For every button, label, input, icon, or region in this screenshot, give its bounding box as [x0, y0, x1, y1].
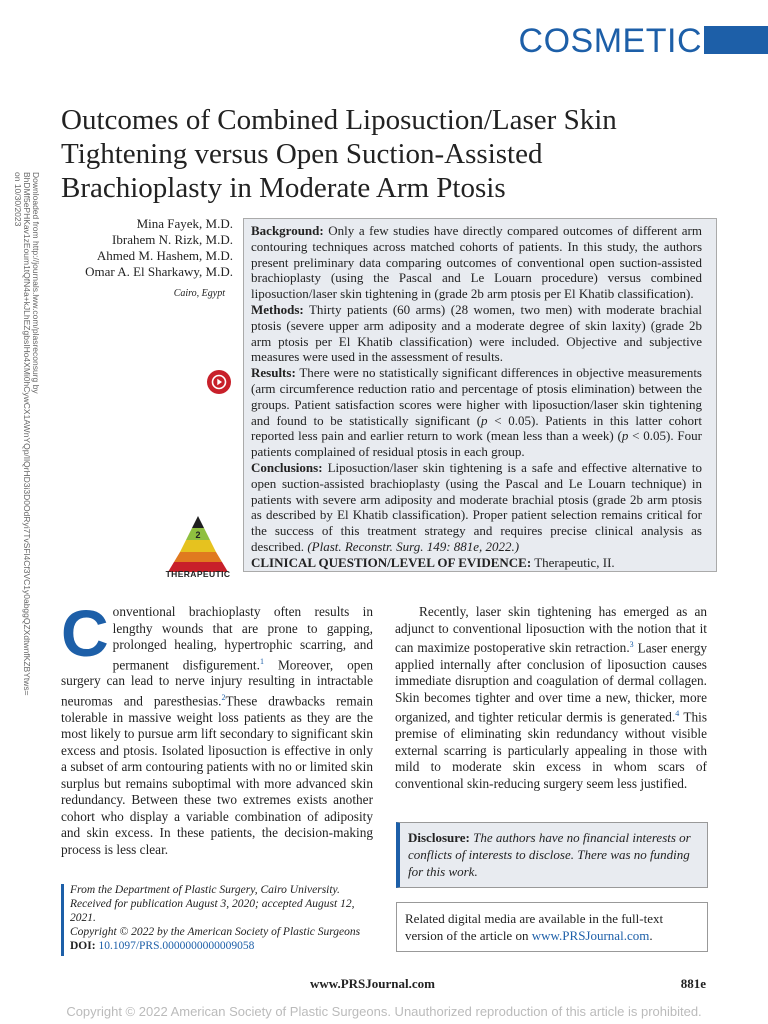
copyright-line: Copyright © 2022 by the American Society of Plastic Surgeons [70, 925, 361, 938]
doi-link[interactable]: 10.1097/PRS.0000000000009058 [98, 939, 255, 952]
background-label: Background: [251, 223, 324, 238]
results-label: Results: [251, 365, 296, 381]
doi-label: DOI: [70, 939, 96, 952]
clinical-question-label: CLINICAL QUESTION/LEVEL OF EVIDENCE: [251, 554, 532, 570]
background-text: Only a few studies have directly compared outcomes of different arm contouring techniques across matched cohorts of patients. In this study, the authors present preliminary data comparing outcomes of conventional open suction-assisted brachioplasty (using the Pascal and Le Louarn procedure) versus combined liposuction/laser skin tightening in (grade 2b arm ptosis per El Khatib classification). [251, 223, 702, 302]
conclusions-text: Liposuction/laser skin tightening is a safe and effective alternative to open suction-assisted brachioplasty (using the Pascal and Le Louarn technique) in patients with severe arm adiposity and moderate brachial ptosis (grade 2b arm ptosis as described by El Khatib classification). Proper patient selection remains critical for the success of this treatment strategy and requires precise clinical analysis as described. [251, 459, 703, 554]
author: Mina Fayek, M.D. [136, 216, 233, 231]
download-notice [13, 172, 42, 696]
drop-cap: C [61, 596, 109, 670]
article-title: Outcomes of Combined Liposuction/Laser Skin Tightening versus Open Suction-Assisted Brachioplasty in Moderate Arm Ptosis [61, 104, 617, 204]
related-media-end: . [649, 928, 653, 943]
related-media-box [396, 902, 708, 952]
body-text: Recently, laser skin tightening has emerged as an adjunct to conventional liposuction with the notion that it can maximize postoperative skin retraction. [395, 604, 707, 656]
disclosure-box [396, 822, 708, 888]
journal-link[interactable]: www.PRSJournal.com [531, 928, 650, 943]
body-text: Moreover, open surgery can lead to nerve injury resulting in intractable neuromas and paresthesias. [61, 656, 373, 709]
section-label: COSMETIC [518, 22, 702, 60]
evidence-level: 2 [195, 530, 201, 540]
download-notice-text: Downloaded from http://journals.lww.com/plasreconsurg by BhDMf5ePHKav1zEoum1tQfN4a+kJLhEZgbsIHo4XMi0hCywCX1AWnYQp/IlQrHD3i3D0OdRyi7TvSFl4Cf3VC1y0abggQZXdtwnfKZBYtws= on 10/30/2023 [13, 172, 41, 696]
p-symbol: p [621, 428, 629, 444]
author: Ibrahem N. Rizk, M.D. [112, 232, 233, 247]
p-symbol: p [481, 412, 488, 428]
methods-label: Methods: [251, 301, 304, 317]
article-footnote [70, 884, 375, 954]
results-text: < 0.05). Four patients complained of residual ptosis in each group. [251, 428, 702, 460]
citation: (Plast. Reconstr. Surg. 149: 881e, 2022.) [307, 538, 520, 554]
footnote-bar [61, 884, 64, 956]
author: Ahmed M. Hashem, M.D. [96, 248, 233, 263]
abstract-text [251, 223, 702, 571]
disclosure-label: Disclosure: [408, 830, 470, 845]
body-text: These drawbacks remain tolerable in massive weight loss patients as they are the most likely to pursue arm lift secondary to significant skin excess and ptosis. Isolated liposuction is effective in only a subset of arm contouring patients with no or limited skin surplus but remains suboptimal with more advanced skin redundancy. Between these two extremes exists another cohort who display a variable combination of adiposity and skin excess. In these patients, the decision-making process is less clear. [61, 693, 373, 857]
conclusions-label: Conclusions: [251, 459, 323, 475]
affiliation: Cairo, Egypt [173, 288, 225, 299]
reference-link[interactable]: 2 [221, 692, 226, 702]
reference-link[interactable]: 1 [259, 656, 264, 666]
department: From the Department of Plastic Surgery, Cairo University. [70, 884, 340, 896]
page-number: 881e [680, 976, 706, 991]
author: Omar A. El Sharkawy, M.D. [85, 264, 233, 279]
evidence-type-label: THERAPEUTIC [165, 569, 231, 579]
disclosure-text: The authors have no financial interests or conflicts of interests to disclose. There was no funding for this work. [408, 830, 691, 879]
author-list [60, 216, 233, 280]
clinical-question-value: Therapeutic, II. [534, 554, 615, 570]
copyright-watermark: Copyright © 2022 American Society of Plastic Surgeons. Unauthorized reproduction of this article is prohibited. [66, 1004, 702, 1019]
section-bar [704, 26, 768, 54]
reference-link[interactable]: 4 [675, 709, 680, 719]
body-column-left [61, 596, 373, 858]
related-media-text: Related digital media are available in the full-text version of the article on [405, 911, 664, 943]
body-column-right [395, 604, 707, 792]
body-text: This premise of eliminating skin redundancy without visible external scarring is particularly appealing in those with mild to moderate skin excess in whom scars of conventional skin-reducing surgery seem less justified. [395, 709, 707, 791]
play-media-icon[interactable] [207, 370, 231, 394]
results-text: There were no statistically significant differences in objective measurements (arm circumference reduction ratio and percentage of ptosis elimination) between the groups. Patient satisfaction scores were higher with liposuction/laser skin tightening and found to be statistically significant ( [251, 365, 702, 428]
footer-journal-url[interactable]: www.PRSJournal.com [310, 976, 435, 991]
body-text: Laser energy applied internally after conclusion of liposuction causes immediate disruption and coagulation of dermal collagen. Skin becomes tighter and over time a new, thicker, more organized, and tighter reticular dermis is generated. [395, 640, 707, 725]
results-text: < 0.05). Patients in this latter cohort reported less pain and earlier return to work (mean less than a week) ( [251, 412, 702, 444]
methods-text: Thirty patients (60 arms) (28 women, two men) with moderate brachial ptosis (severe upper arm adiposity and a moderate degree of skin laxity) (grade 2b arm ptosis per El Khatib classification) were included. Objective and subjective measures were used in the assessment of results. [251, 301, 702, 365]
received-dates: Received for publication August 3, 2020; accepted August 12, 2021. [70, 897, 355, 924]
body-text: onventional brachioplasty often results in lengthy wounds that are prone to gapping, prolonged healing, hypertrophic scarring, and permanent disfigurement. [112, 604, 373, 672]
reference-link[interactable]: 3 [629, 640, 634, 649]
abstract-box [243, 218, 717, 572]
